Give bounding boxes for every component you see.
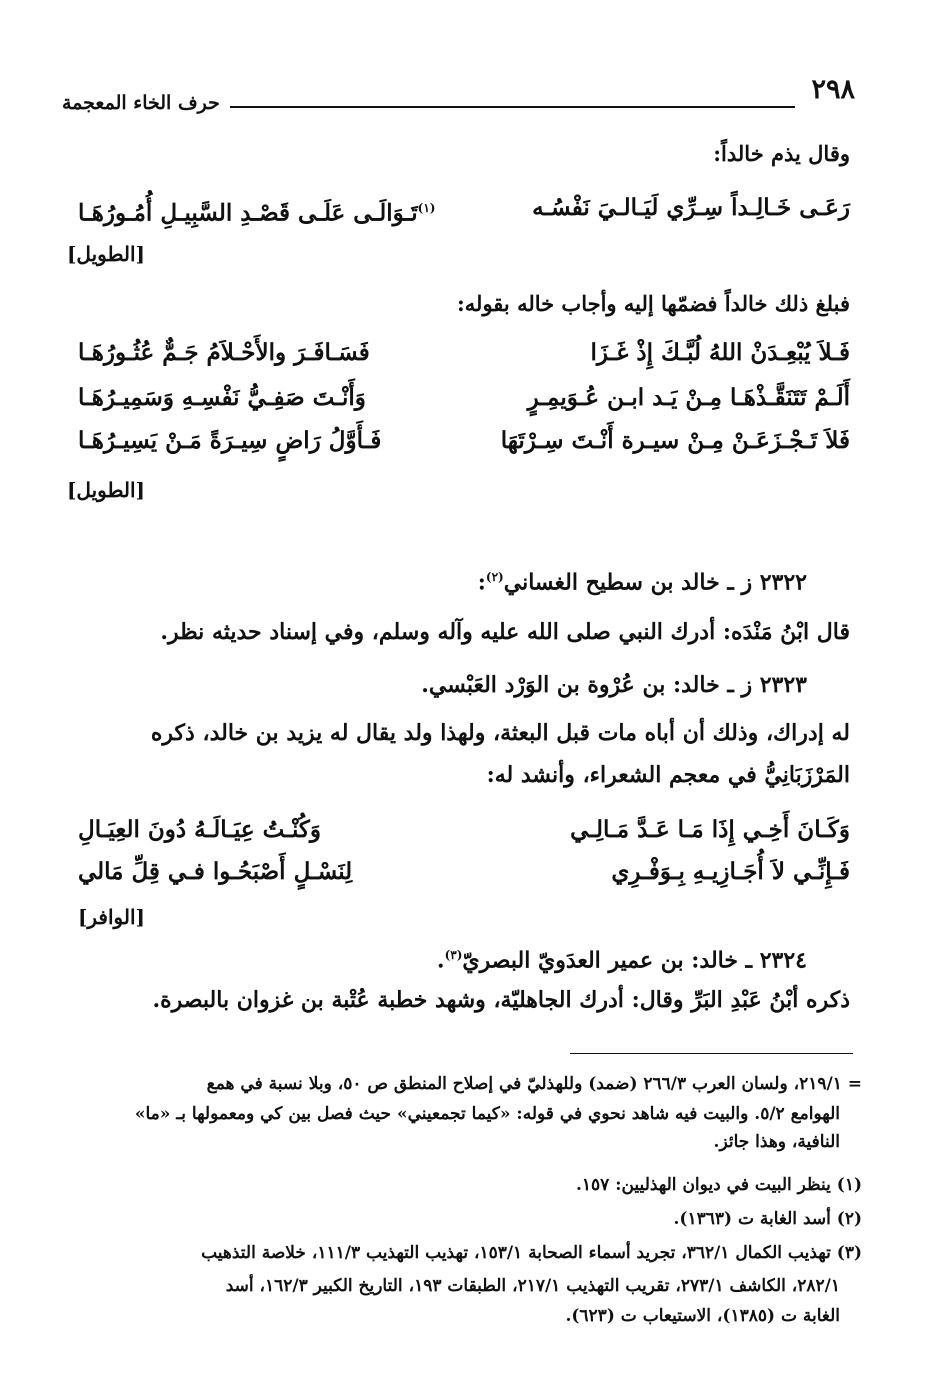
entry-2323-heading: ٢٣٢٣ ز ـ خالد: بن عُرْوة بن الوَرْد العَبْسي. <box>421 672 807 698</box>
footnote-line: ٢٨٢/١، الكاشف ٢٧٣/١، تقريب التهذيب ٢١٧/١، الطبقات ١٩٣، التاريخ الكبير ١٦٢/٣، أسد <box>225 1276 840 1296</box>
running-title: حرف الخاء المعجمة <box>62 92 220 114</box>
entry-2324-text: ذكره أبْنُ عَبْدِ البَرِّ وقال: أدرك الجاهليّة، وشهد خطبة عُتْبة بن غزوان بالبصرة. <box>152 987 850 1013</box>
footnote-ref-3: (٣) <box>444 948 463 962</box>
meter-label: [الوافر] <box>77 905 145 929</box>
footnote-1: (١) ينظر البيت في ديوان الهذليين: ١٥٧. <box>575 1175 862 1195</box>
meter-label: [الطويل] <box>66 478 145 502</box>
entry-2323-text-2: المَرْزَبَانِيُّ في معجم الشعراء، وأنشد له: <box>486 762 850 788</box>
entry-2322-text: قال ابْنُ مَنْدَه: أدرك النبي صلى الله عليه وآله وسلم، وفي إسناد حديثه نظر. <box>160 619 850 645</box>
verse2-2-first: أَلَـمْ تَتَنَقَّـذْهَـا مِـنْ يَـد ابـن عُـوَيمِـرٍ <box>527 384 850 411</box>
page-number: ٢٩٨ <box>811 74 855 105</box>
verse2-2-second: وَأَنْـتَ صَفِـيُّ نَفْسِـهِ وَسَمِيـرُهَـا <box>78 384 366 411</box>
entry-2324-name: بن عمير العدَويّ البصريّ <box>462 947 684 974</box>
footnote-ref-1: (١) <box>417 201 436 215</box>
meter-label: [الطويل] <box>66 242 145 266</box>
footnote-line: = ٢١٩/١، ولسان العرب ٢٦٦/٣ (ضمد) وللهذليّ في إصلاح المنطق ص ٥٠، وبلا نسبة في همع <box>206 1074 862 1094</box>
footnote-ref-2: (٢) <box>485 570 504 584</box>
verse3-1-first: وَكَـانَ أَخِـي إِذَا مَـا عَـدَّ مَـالِـي <box>570 816 850 843</box>
verse1-first-hemistich: رَعَـى خَـالِـداً سِـرِّي لَيَـالـيَ نَفْسُـه <box>532 194 850 221</box>
verse3-2-first: فَـإِنِّـي لاَ أُجَـازِيـهِ بِـوَفْـرِي <box>611 858 850 885</box>
verse3-1-second: وَكُنْـتُ عِيَـالَـهُ دُونَ العِيَـالِ <box>78 816 321 843</box>
entry-2323-name: بن عُرْوة بن الوَرْد العَبْسي. <box>421 672 666 698</box>
footnote-2: (٢) أسد الغابة ت (١٣٦٣). <box>673 1209 862 1229</box>
footnote-line: النافية، وهذا جائز. <box>713 1132 840 1152</box>
footnote-rule <box>570 1053 853 1054</box>
footnote-3: (٣) تهذيب الكمال ٣٦٢/١، تجريد أسماء الصحابة ١٥٣/١، تهذيب التهذيب ١١١/٣، خلاصة التذهيب <box>201 1243 862 1263</box>
footnote-line: الهوامع ٥/٢. والبيت فيه شاهد نحوي في قوله: «كيما تجمعيني» حيث فصل بين كي ومعمولها بـ «ما» <box>134 1104 840 1124</box>
entry-2323-text-1: له إدراك، وذلك أن أباه مات قبل البعثة، ولهذا ولد يقال له يزيد بن خالد، ذكره <box>150 720 850 746</box>
verse2-1-second: فَسَـافَـرَ والأَحْـلاَمُ جَـمٌّ عُثُـورُهَـا <box>78 339 370 366</box>
verse2-1-first: فَـلاَ يُبْعِـدَنْ اللهُ لُبَّـكَ إِذْ غَـزَا <box>590 339 850 366</box>
entry-2322-heading: ٢٣٢٢ ز ـ خالد بن سطيح الغساني$^{(٢)}$: <box>477 569 807 596</box>
entry-2324-heading: ٢٣٢٤ ـ خالد: بن عمير العدَويّ البصريّ$^{(٣)}$. <box>436 947 807 974</box>
header-rule <box>230 106 795 108</box>
verse2-3-second: فَـأَوَّلُ رَاضٍ سِيـرَةً مَـنْ يَسِيـرُهَـا <box>78 427 382 454</box>
verse2-3-first: فَلاَ تَـجْـزَعَـنْ مِـنْ سيـرة أَنْـتَ سِـرْتَهَا <box>500 427 850 454</box>
footnote-line: الغابة ت (١٣٨٥)، الاستيعاب ت (٦٢٣). <box>565 1306 840 1326</box>
intro-line: وقال يذم خالداً: <box>713 141 850 166</box>
verse3-2-second: لِنَسْـلٍ أَصْبَحُـوا فـي قِلِّ مَالي <box>78 858 353 885</box>
page-header <box>62 74 855 114</box>
verse1-second-hemistich: $^{(١)}$تَـوَالَـى عَلَـى قَصْـدِ السَّبِيـلِ أُمُـورُهَـا <box>78 199 436 227</box>
reply-intro: فبلغ ذلك خالداً فضمّها إليه وأجاب خاله بقوله: <box>457 291 850 316</box>
